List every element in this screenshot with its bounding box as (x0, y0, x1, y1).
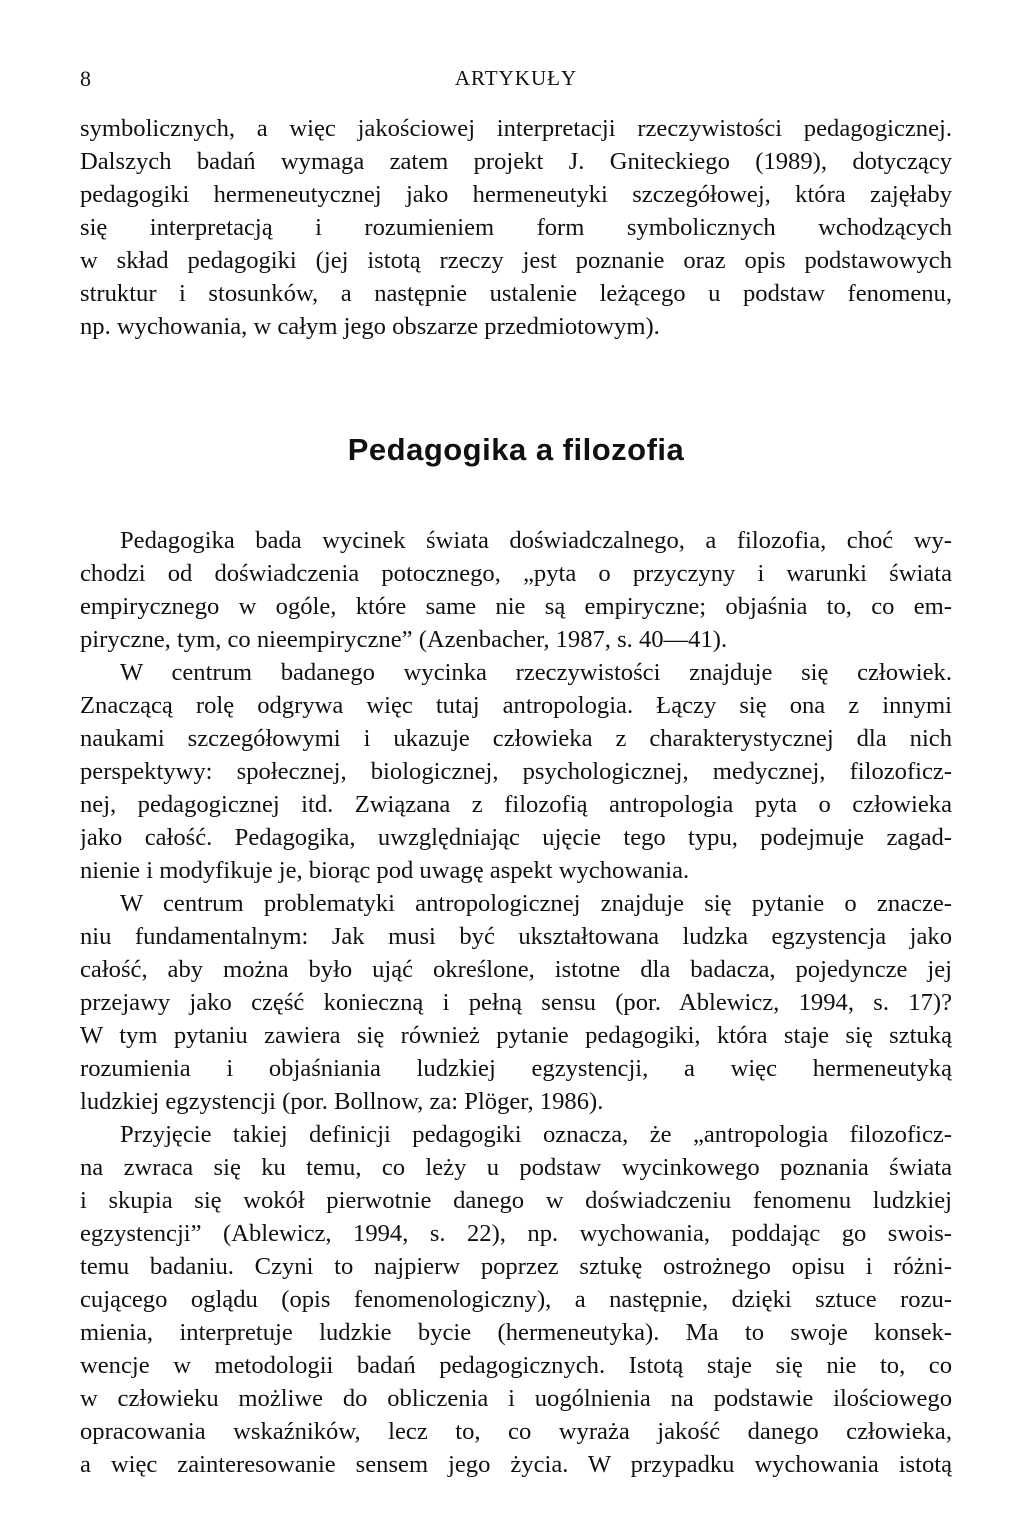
text-line: piryczne, tym, co nieempiryczne” (Azenbacher, 1987, s. 40—41). (80, 626, 728, 653)
text-line: się interpretacją i rozumieniem form symbolicznych wchodzących (80, 214, 952, 241)
text-line: naukami szczegółowymi i ukazuje człowieka z charakterystycznej dla nich (80, 725, 952, 752)
top-paragraph (80, 112, 952, 343)
text-line: W tym pytaniu zawiera się również pytanie pedagogiki, która staje się sztuką (80, 1022, 952, 1049)
text-line: Przyjęcie takiej definicji pedagogiki oznacza, że „antropologia filozoficz- (120, 1121, 952, 1148)
text-line: i skupia się wokół pierwotnie danego w doświadczeniu fenomenu ludzkiej (80, 1187, 952, 1214)
text-line: np. wychowania, w całym jego obszarze przedmiotowym). (80, 313, 660, 340)
text-line: mienia, interpretuje ludzkie bycie (hermeneutyka). Ma to swoje konsek- (80, 1319, 952, 1346)
text-line: Znaczącą rolę odgrywa więc tutaj antropologia. Łączy się ona z innymi (80, 692, 952, 719)
text-line: wencje w metodologii badań pedagogicznych. Istotą staje się nie to, co (80, 1352, 952, 1379)
text-line: W centrum problematyki antropologicznej znajduje się pytanie o znacze- (120, 890, 952, 917)
section-title: Pedagogika a filozofia (347, 432, 685, 467)
text-line: przejawy jako część konieczną i pełną sensu (por. Ablewicz, 1994, s. 17)? (80, 989, 952, 1016)
running-head: ARTYKUŁY (454, 66, 578, 90)
section-body (80, 524, 952, 1481)
text-line: jako całość. Pedagogika, uwzględniając ujęcie tego typu, podejmuje zagad- (80, 824, 952, 851)
text-line: symbolicznych, a więc jakościowej interpretacji rzeczywistości pedagogicznej. (80, 115, 952, 142)
text-line: cującego oglądu (opis fenomenologiczny), a następnie, dzięki sztuce rozu- (80, 1286, 952, 1313)
text-line: całość, aby można było ująć określone, istotne dla badacza, pojedyncze jej (80, 956, 952, 983)
text-line: chodzi od doświadczenia potocznego, „pyta o przyczyny i warunki świata (80, 560, 952, 587)
text-line: Pedagogika bada wycinek świata doświadczalnego, a filozofia, choć wy- (120, 527, 952, 554)
text-line: Dalszych badań wymaga zatem projekt J. Gniteckiego (1989), dotyczący (80, 148, 952, 175)
text-line: a więc zainteresowanie sensem jego życia. W przypadku wychowania istotą (80, 1451, 952, 1478)
text-line: opracowania wskaźników, lecz to, co wyraża jakość danego człowieka, (80, 1418, 952, 1445)
text-line: niu fundamentalnym: Jak musi być ukształtowana ludzka egzystencja jako (80, 923, 952, 950)
text-line: ludzkiej egzystencji (por. Bollnow, za: Plöger, 1986). (80, 1088, 604, 1115)
text-line: rozumienia i objaśniania ludzkiej egzystencji, a więc hermeneutyką (80, 1055, 952, 1082)
text-line: empirycznego w ogóle, które same nie są empiryczne; objaśnia to, co em- (80, 593, 952, 620)
text-line: perspektywy: społecznej, biologicznej, psychologicznej, medycznej, filozoficz- (80, 758, 952, 785)
page-header (80, 66, 952, 94)
text-line: struktur i stosunków, a następnie ustalenie leżącego u podstaw fenomenu, (80, 280, 952, 307)
page-number: 8 (80, 66, 91, 91)
text-line: W centrum badanego wycinka rzeczywistości znajduje się człowiek. (120, 659, 952, 686)
text-line: egzystencji” (Ablewicz, 1994, s. 22), np. wychowania, poddając go swois- (80, 1220, 952, 1247)
text-line: na zwraca się ku temu, co leży u podstaw wycinkowego poznania świata (80, 1154, 952, 1181)
text-line: nej, pedagogicznej itd. Związana z filozofią antropologia pyta o człowieka (80, 791, 952, 818)
text-line: w skład pedagogiki (jej istotą rzeczy jest poznanie oraz opis podstawowych (80, 247, 952, 274)
text-line: nienie i modyfikuje je, biorąc pod uwagę aspekt wychowania. (80, 857, 690, 884)
text-line: pedagogiki hermeneutycznej jako hermeneutyki szczegółowej, która zajęłaby (80, 181, 952, 208)
text-line: w człowieku możliwe do obliczenia i uogólnienia na podstawie ilościowego (80, 1385, 952, 1412)
text-line: temu badaniu. Czyni to najpierw poprzez sztukę ostrożnego opisu i różni- (80, 1253, 952, 1280)
